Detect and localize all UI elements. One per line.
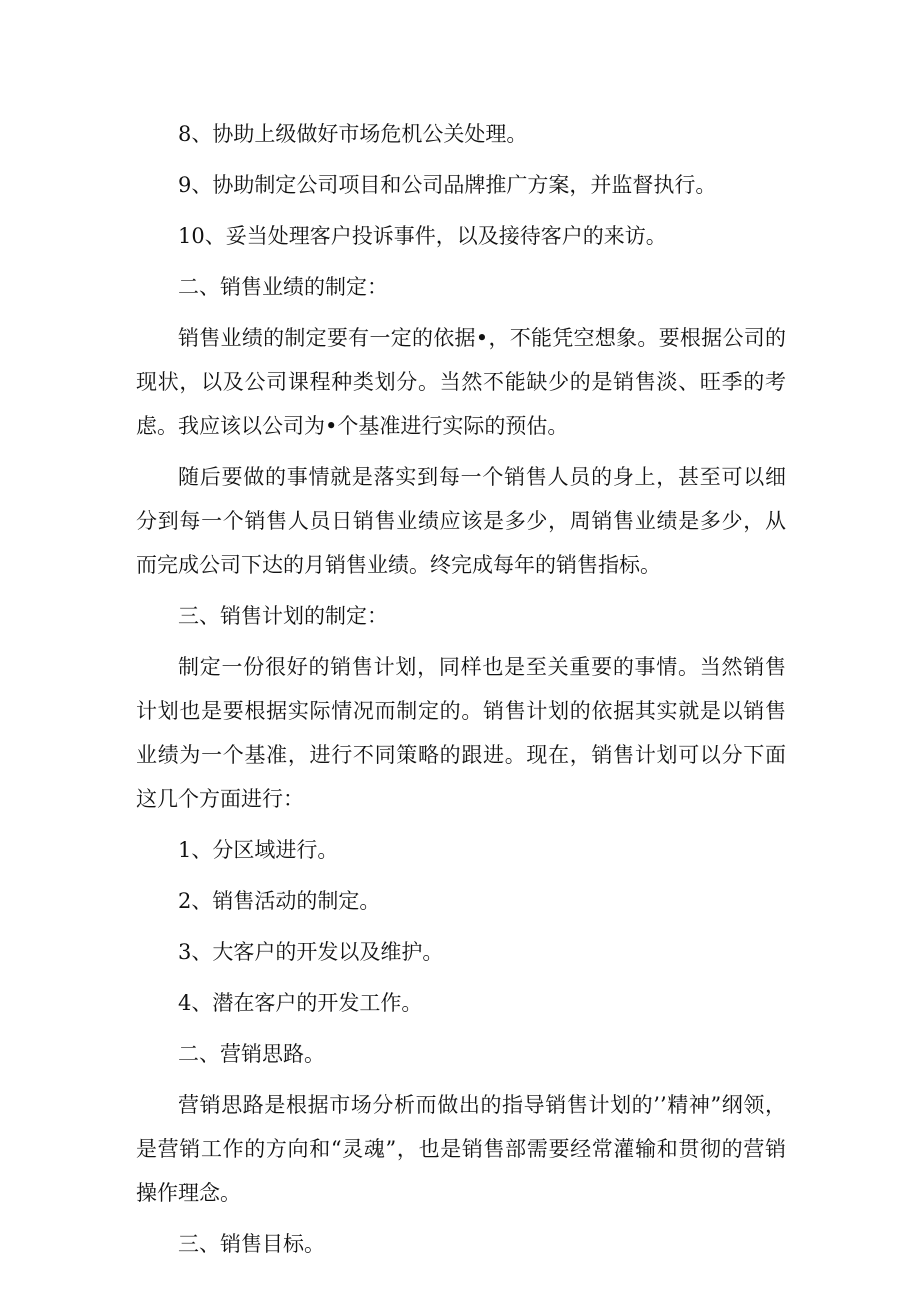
section-heading-sales-plan: 三、销售计划的制定： bbox=[178, 604, 388, 628]
paragraph-sales-performance-breakdown: 随后要做的事情就是落实到每一个销售人员的身上，甚至可以细分到每一个销售人员日销售业绩应该是多少，周销售业绩是多少，从而完成公司下达的月销售业绩。终完成每年的销售指标。 bbox=[136, 465, 786, 577]
section-heading-sales-target: 三、销售目标。 bbox=[178, 1232, 325, 1256]
list-item-9: 9、协助制定公司项目和公司品牌推广方案，并监督执行。 bbox=[178, 173, 717, 197]
plan-item-3: 3、大客户的开发以及维护。 bbox=[178, 940, 444, 964]
paragraph-sales-performance-basis: 销售业绩的制定要有一定的依据•，不能凭空想象。要根据公司的现状，以及公司课程种类划分。当然不能缺少的是销售淡、旺季的考虑。我应该以公司为•个基准进行实际的预估。 bbox=[136, 326, 786, 438]
list-item-8: 8、协助上级做好市场危机公关处理。 bbox=[178, 122, 528, 146]
paragraph-sales-plan: 制定一份很好的销售计划，同样也是至关重要的事情。当然销售计划也是要根据实际情况而制定的。销售计划的依据其实就是以销售业绩为一个基准，进行不同策略的跟进。现在，销售计划可以分下面这几个方面进行： bbox=[136, 655, 786, 811]
plan-item-1: 1、分区域进行。 bbox=[178, 838, 339, 862]
section-heading-marketing-ideas: 二、营销思路。 bbox=[178, 1042, 325, 1066]
section-heading-sales-performance: 二、销售业绩的制定： bbox=[178, 275, 388, 299]
plan-item-2: 2、销售活动的制定。 bbox=[178, 889, 381, 913]
plan-item-4: 4、潜在客户的开发工作。 bbox=[178, 991, 423, 1015]
document-body bbox=[136, 112, 786, 1273]
paragraph-marketing-ideas: 营销思路是根据市场分析而做出的指导销售计划的’’精神”纲领，是营销工作的方向和“灵魂”，也是销售部需要经常灌输和贯彻的营销操作理念。 bbox=[136, 1093, 786, 1205]
list-item-10: 10、妥当处理客户投诉事件，以及接待客户的来访。 bbox=[178, 224, 667, 248]
